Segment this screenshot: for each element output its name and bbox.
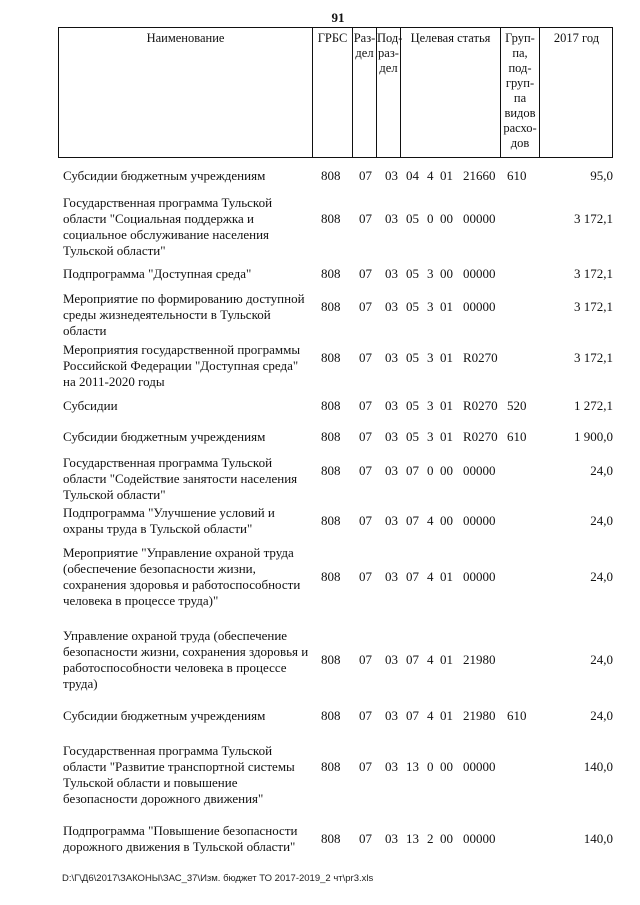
row-pr: 03 <box>385 350 398 365</box>
row-razd: 07 <box>359 429 372 444</box>
table-header <box>58 27 613 158</box>
row-amt: 140,0 <box>583 831 613 846</box>
row-amt: 3 172,1 <box>574 266 613 281</box>
row-pr: 03 <box>385 463 398 478</box>
row-name: Мероприятия государственной программы Российской Федерации "Доступная среда" на 2011-2020 годы <box>63 342 301 389</box>
row-name: Управление охраной труда (обеспечение безопасности жизни, сохранения здоровья и работоспособности человека в процессе труда) <box>63 628 309 691</box>
row-t4: 00000 <box>463 513 496 528</box>
header-podrazdel: Под- раз- дел <box>376 28 400 157</box>
row-grbs: 808 <box>321 569 341 584</box>
row-t1: 04 <box>406 168 419 183</box>
row-pr: 03 <box>385 266 398 281</box>
row-t2: 3 <box>427 350 434 365</box>
row-t2: 4 <box>427 168 434 183</box>
row-amt: 3 172,1 <box>574 211 613 226</box>
row-grbs: 808 <box>321 168 341 183</box>
row-name: Подпрограмма "Повышение безопасности дорожного движения в Тульской области" <box>63 823 298 854</box>
row-name: Подпрограмма "Улучшение условий и охраны труда в Тульской области" <box>63 505 275 536</box>
row-razd: 07 <box>359 299 372 314</box>
row-t1: 07 <box>406 463 419 478</box>
header-year: 2017 год <box>539 28 613 157</box>
row-t3: 01 <box>440 299 453 314</box>
row-razd: 07 <box>359 708 372 723</box>
row-name: Субсидии бюджетным учреждениям <box>63 429 266 444</box>
row-razd: 07 <box>359 569 372 584</box>
row-t3: 01 <box>440 398 453 413</box>
row-t3: 00 <box>440 211 453 226</box>
header-razdel: Раз- дел <box>352 28 376 157</box>
row-t3: 01 <box>440 569 453 584</box>
row-t4: 00000 <box>463 463 496 478</box>
row-t2: 4 <box>427 569 434 584</box>
row-t1: 07 <box>406 708 419 723</box>
row-t2: 3 <box>427 398 434 413</box>
header-grbs: ГРБС <box>312 28 352 157</box>
row-t4: 21980 <box>463 652 496 667</box>
row-razd: 07 <box>359 759 372 774</box>
row-amt: 24,0 <box>590 513 613 528</box>
row-pr: 03 <box>385 429 398 444</box>
row-t1: 05 <box>406 429 419 444</box>
row-t3: 00 <box>440 266 453 281</box>
row-grp: 520 <box>507 398 527 413</box>
row-amt: 140,0 <box>583 759 613 774</box>
row-name: Мероприятие "Управление охраной труда (обеспечение безопасности жизни, сохранения здоровья и работоспособности человека в процессе труда)" <box>63 545 301 608</box>
row-name: Субсидии бюджетным учреждениям <box>63 708 266 723</box>
row-razd: 07 <box>359 168 372 183</box>
row-grp: 610 <box>507 168 527 183</box>
row-razd: 07 <box>359 266 372 281</box>
row-name: Субсидии бюджетным учреждениям <box>63 168 266 183</box>
row-t2: 2 <box>427 831 434 846</box>
row-razd: 07 <box>359 513 372 528</box>
row-amt: 24,0 <box>590 463 613 478</box>
row-grbs: 808 <box>321 211 341 226</box>
row-grbs: 808 <box>321 299 341 314</box>
row-grp: 610 <box>507 429 527 444</box>
row-name: Государственная программа Тульской области "Содействие занятости населения Тульской области" <box>63 455 298 502</box>
row-pr: 03 <box>385 398 398 413</box>
row-grbs: 808 <box>321 652 341 667</box>
row-t2: 0 <box>427 463 434 478</box>
row-t4: R0270 <box>463 398 498 413</box>
row-t2: 0 <box>427 211 434 226</box>
row-t3: 01 <box>440 168 453 183</box>
row-t3: 01 <box>440 708 453 723</box>
row-amt: 24,0 <box>590 652 613 667</box>
row-t3: 00 <box>440 759 453 774</box>
row-t1: 05 <box>406 211 419 226</box>
row-razd: 07 <box>359 211 372 226</box>
row-grbs: 808 <box>321 266 341 281</box>
row-t1: 13 <box>406 831 419 846</box>
row-grbs: 808 <box>321 708 341 723</box>
row-t1: 07 <box>406 513 419 528</box>
header-group: Груп- па, под- груп- па видов расхо- дов <box>500 28 539 157</box>
row-razd: 07 <box>359 652 372 667</box>
row-t4: 00000 <box>463 211 496 226</box>
row-pr: 03 <box>385 759 398 774</box>
row-t2: 3 <box>427 266 434 281</box>
row-t2: 0 <box>427 759 434 774</box>
row-name: Субсидии <box>63 398 118 413</box>
row-grbs: 808 <box>321 831 341 846</box>
row-amt: 24,0 <box>590 708 613 723</box>
header-target: Целевая статья <box>400 28 500 157</box>
row-t2: 3 <box>427 429 434 444</box>
row-amt: 1 272,1 <box>574 398 613 413</box>
row-grbs: 808 <box>321 759 341 774</box>
row-t2: 4 <box>427 708 434 723</box>
row-pr: 03 <box>385 211 398 226</box>
row-name: Государственная программа Тульской области "Развитие транспортной системы Тульской области и повышение безопасности дорожного движения" <box>63 743 295 806</box>
row-t1: 07 <box>406 652 419 667</box>
page-number: 91 <box>331 10 345 25</box>
row-pr: 03 <box>385 168 398 183</box>
row-razd: 07 <box>359 398 372 413</box>
row-t3: 01 <box>440 652 453 667</box>
row-t4: R0270 <box>463 429 498 444</box>
row-grbs: 808 <box>321 398 341 413</box>
row-amt: 3 172,1 <box>574 350 613 365</box>
row-t4: 21980 <box>463 708 496 723</box>
row-razd: 07 <box>359 831 372 846</box>
row-t1: 05 <box>406 266 419 281</box>
row-t4: 00000 <box>463 759 496 774</box>
row-grbs: 808 <box>321 513 341 528</box>
row-t4: 00000 <box>463 569 496 584</box>
row-pr: 03 <box>385 513 398 528</box>
row-amt: 95,0 <box>590 168 613 183</box>
row-t1: 05 <box>406 299 419 314</box>
row-t2: 3 <box>427 299 434 314</box>
row-t3: 01 <box>440 350 453 365</box>
row-t4: 21660 <box>463 168 496 183</box>
row-name: Государственная программа Тульской области "Социальная поддержка и социальное обслуживание населения Тульской области" <box>63 195 273 258</box>
row-t1: 07 <box>406 569 419 584</box>
row-name: Подпрограмма "Доступная среда" <box>63 266 252 281</box>
row-t4: 00000 <box>463 299 496 314</box>
row-t2: 4 <box>427 652 434 667</box>
row-pr: 03 <box>385 708 398 723</box>
file-path-footer: D:\Г\Д6\2017\ЗАКОНЫ\ЗАС_37\Изм. бюджет ТО 2017-2019_2 чт\pr3.xls <box>62 873 374 884</box>
row-amt: 1 900,0 <box>574 429 613 444</box>
row-t4: R0270 <box>463 350 498 365</box>
row-pr: 03 <box>385 831 398 846</box>
row-t1: 05 <box>406 350 419 365</box>
row-t1: 05 <box>406 398 419 413</box>
row-t3: 00 <box>440 463 453 478</box>
row-t2: 4 <box>427 513 434 528</box>
row-pr: 03 <box>385 299 398 314</box>
row-amt: 3 172,1 <box>574 299 613 314</box>
row-pr: 03 <box>385 569 398 584</box>
row-t3: 00 <box>440 513 453 528</box>
row-t4: 00000 <box>463 266 496 281</box>
row-pr: 03 <box>385 652 398 667</box>
row-t3: 01 <box>440 429 453 444</box>
row-razd: 07 <box>359 350 372 365</box>
row-grbs: 808 <box>321 463 341 478</box>
row-razd: 07 <box>359 463 372 478</box>
row-t4: 00000 <box>463 831 496 846</box>
row-t3: 00 <box>440 831 453 846</box>
row-name: Мероприятие по формированию доступной среды жизнедеятельности в Тульской области <box>63 291 305 338</box>
row-amt: 24,0 <box>590 569 613 584</box>
header-name: Наименование <box>146 31 225 45</box>
row-grp: 610 <box>507 708 527 723</box>
row-t1: 13 <box>406 759 419 774</box>
row-grbs: 808 <box>321 350 341 365</box>
row-grbs: 808 <box>321 429 341 444</box>
